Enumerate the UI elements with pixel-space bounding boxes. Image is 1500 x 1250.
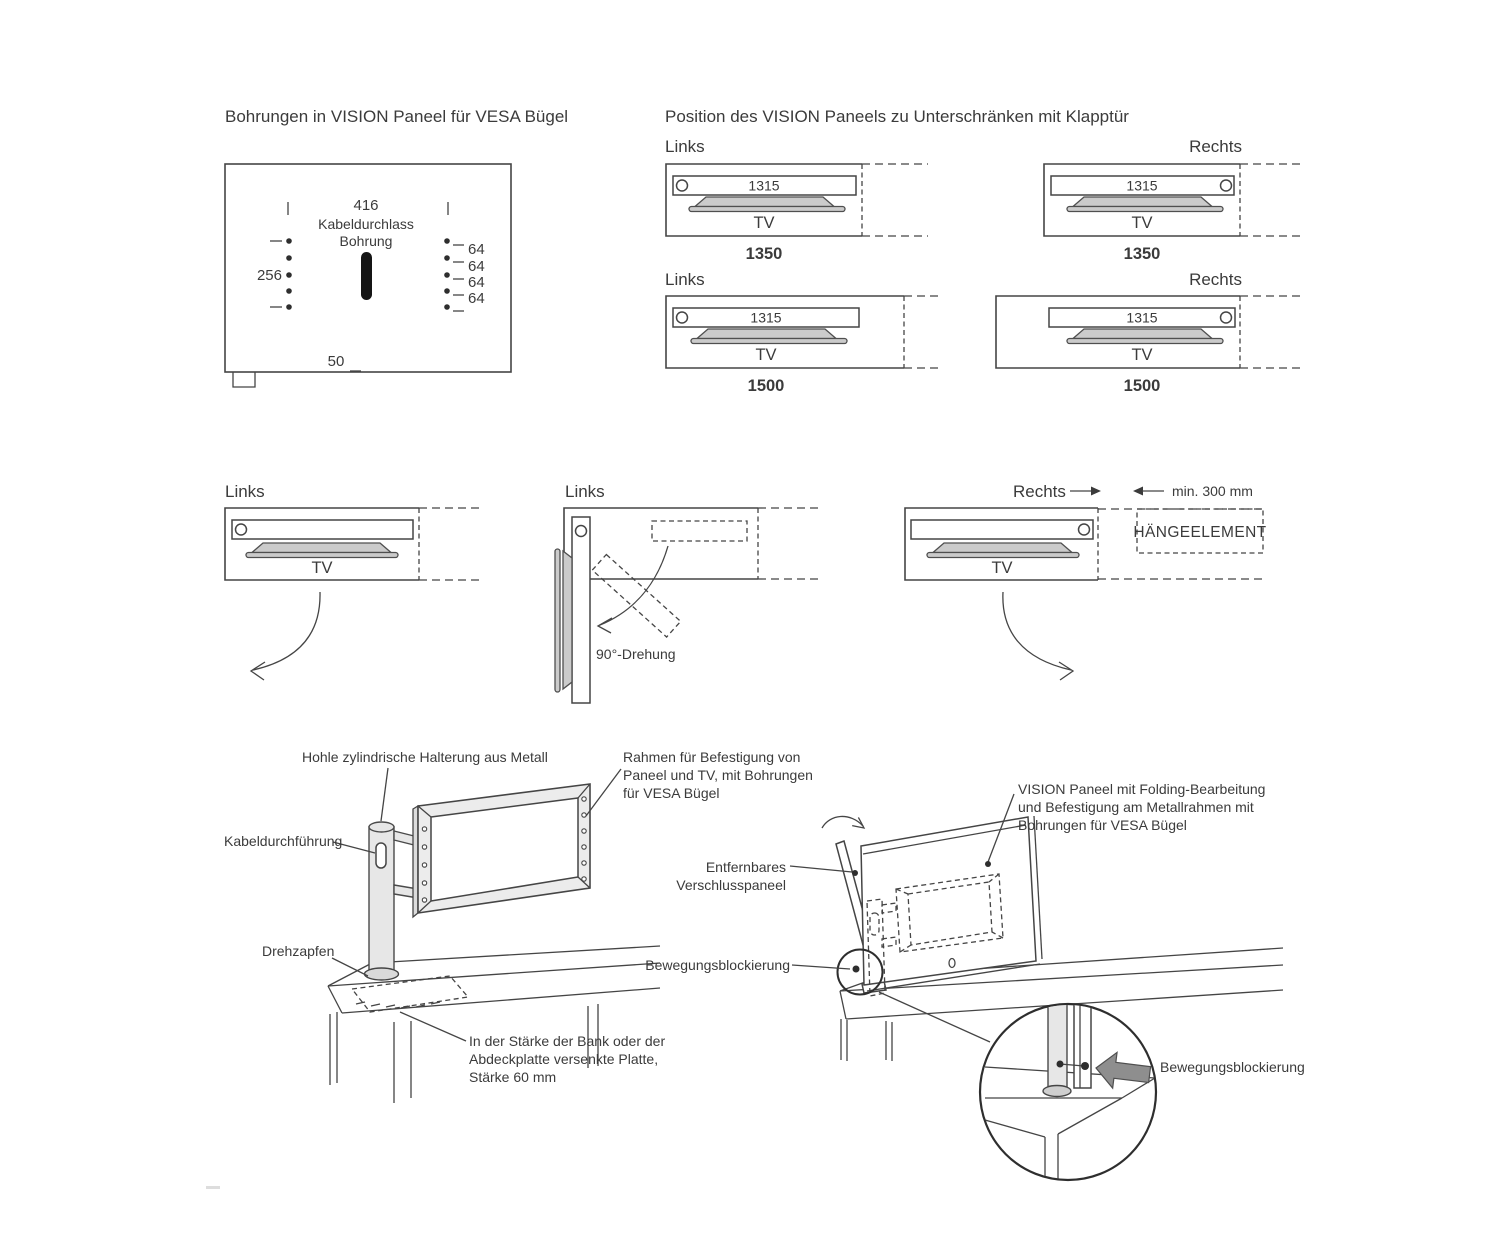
panel-assembly-diagram	[645, 781, 1305, 1180]
swivel-rechts-front	[905, 482, 1267, 680]
blocking-pin-dot	[853, 966, 860, 973]
pivot-hole	[1221, 180, 1232, 191]
leader-pivot	[332, 958, 368, 976]
drilling-title: Bohrungen in VISION Paneel für VESA Bügel	[225, 107, 569, 126]
vesa-frame	[413, 784, 590, 917]
arrow-left-icon	[1133, 487, 1143, 496]
tv-shape	[252, 543, 391, 553]
pivot-hole	[576, 526, 587, 537]
label-removable-1: Entfernbares	[705, 859, 786, 875]
tv-shape	[695, 197, 834, 207]
dim-256: 256	[256, 267, 282, 284]
detail-post	[1048, 1004, 1067, 1088]
tv-shape	[1073, 329, 1212, 339]
label-plate-2: Abdeckplatte versenkte Platte,	[469, 1051, 659, 1067]
label-vision-3: Bohrungen für VESA Bügel	[1018, 817, 1187, 833]
leader-cylinder	[381, 768, 388, 821]
dim-64-2: 64	[468, 258, 485, 275]
rotation-label: 90°-Drehung	[596, 646, 676, 662]
panel-notch	[233, 372, 255, 387]
cabinet-1350-links	[666, 164, 928, 263]
panel-width-label: 1315	[750, 309, 782, 326]
label-vision-1: VISION Paneel mit Folding-Bearbeitung	[1018, 781, 1266, 797]
panel-width-label: 1315	[748, 177, 780, 194]
label-vision-2: und Befestigung am Metallrahmen mit	[1018, 799, 1254, 815]
cabinet-width-label: 1350	[745, 245, 783, 263]
tv-label: TV	[753, 214, 775, 232]
recessed-plate	[352, 976, 468, 1012]
label-cable: Kabeldurchführung	[224, 833, 343, 849]
cylinder-post	[365, 822, 399, 980]
label-rechts-1500: Rechts	[1189, 270, 1242, 289]
cabinet-width-label: 1350	[1123, 245, 1161, 263]
cabinet-1500-rechts	[996, 296, 1305, 395]
arrow-right-icon	[1091, 487, 1101, 496]
label-plate-3: Stärke 60 mm	[469, 1069, 557, 1085]
label-frame-1: Rahmen für Befestigung von	[623, 749, 801, 765]
cabinet-width-label: 1500	[1123, 377, 1161, 395]
pivot-ring	[365, 968, 399, 980]
swivel-links-front	[225, 482, 481, 680]
tv-label: TV	[311, 559, 333, 577]
dim-416: 416	[353, 197, 379, 214]
hanging-cabinet-label: HÄNGEELEMENT	[1133, 524, 1267, 541]
label-links-1350: Links	[665, 137, 705, 156]
min-clearance-label: min. 300 mm	[1172, 483, 1253, 499]
swivel-section	[225, 482, 1267, 703]
tv-shape	[697, 329, 836, 339]
panel-width-label: 1315	[1126, 309, 1158, 326]
drilling-section	[225, 107, 568, 387]
leader-frame	[586, 769, 621, 816]
label-frame-2: Paneel und TV, mit Bohrungen	[623, 767, 813, 783]
pivot-hole	[677, 312, 688, 323]
pivot-hole	[1079, 524, 1090, 535]
pivot-hole	[236, 524, 247, 535]
tv-shape	[1073, 197, 1212, 207]
label-rechts: Rechts	[1013, 482, 1066, 501]
panel-width-label: 1315	[1126, 177, 1158, 194]
cable-slot	[376, 843, 386, 868]
detail-flange	[1043, 1086, 1071, 1097]
stand-diagram	[224, 749, 813, 1103]
vision-panel	[861, 816, 1042, 996]
label-frame-3: für VESA Bügel	[623, 785, 720, 801]
panel-open-position	[572, 517, 590, 703]
swing-arrow	[253, 592, 320, 670]
label-plate-1: In der Stärke der Bank oder der	[469, 1033, 666, 1049]
detail-pin-1	[1057, 1061, 1064, 1068]
label-rechts-1350: Rechts	[1189, 137, 1242, 156]
label-motion-block: Bewegungsblockierung	[645, 957, 790, 973]
label-links: Links	[225, 482, 265, 501]
tv-label: TV	[1131, 214, 1153, 232]
tv-label: TV	[991, 559, 1013, 577]
tv-shape-side	[563, 551, 572, 689]
print-artifact	[206, 1186, 220, 1189]
vesa-holes-right	[444, 238, 464, 311]
dim-50: 50	[327, 353, 345, 370]
panel-closed-position	[652, 521, 747, 541]
dim-64-3: 64	[468, 274, 485, 291]
cabinet-1350-rechts	[1044, 164, 1305, 263]
detail-panel-edge	[1074, 1004, 1091, 1088]
label-links: Links	[565, 482, 605, 501]
detail-pin-2	[1081, 1062, 1089, 1070]
label-links-1500: Links	[665, 270, 705, 289]
zoom-leader	[879, 992, 990, 1042]
dim-64-4: 64	[468, 290, 485, 307]
cabinet-width-label: 1500	[747, 377, 785, 395]
swing-arrow	[1003, 592, 1071, 670]
position-section	[665, 107, 1305, 395]
tv-label: TV	[755, 346, 777, 364]
dim-64-1: 64	[468, 241, 485, 258]
tv-shape	[933, 543, 1072, 553]
cabinet-1500-links	[666, 296, 940, 395]
cable-slot	[361, 252, 372, 300]
swivel-links-topview	[555, 482, 820, 703]
panel-mid-rotation	[592, 555, 680, 638]
leader-plate	[400, 1012, 466, 1041]
label-removable-2: Verschlusspaneel	[676, 877, 786, 893]
leader-motion-block	[792, 965, 850, 969]
label-pivot: Drehzapfen	[262, 943, 335, 959]
slot-label-2: Bohrung	[339, 233, 393, 249]
slot-label-1: Kabeldurchlass	[318, 216, 414, 232]
label-motion-block-detail: Bewegungsblockierung	[1160, 1059, 1305, 1075]
pivot-hole	[677, 180, 688, 191]
position-title: Position des VISION Paneels zu Unterschränken mit Klapptür	[665, 107, 1129, 126]
pivot-hole	[1221, 312, 1232, 323]
label-cylinder: Hohle zylindrische Halterung aus Metall	[302, 749, 548, 765]
tv-label: TV	[1131, 346, 1153, 364]
